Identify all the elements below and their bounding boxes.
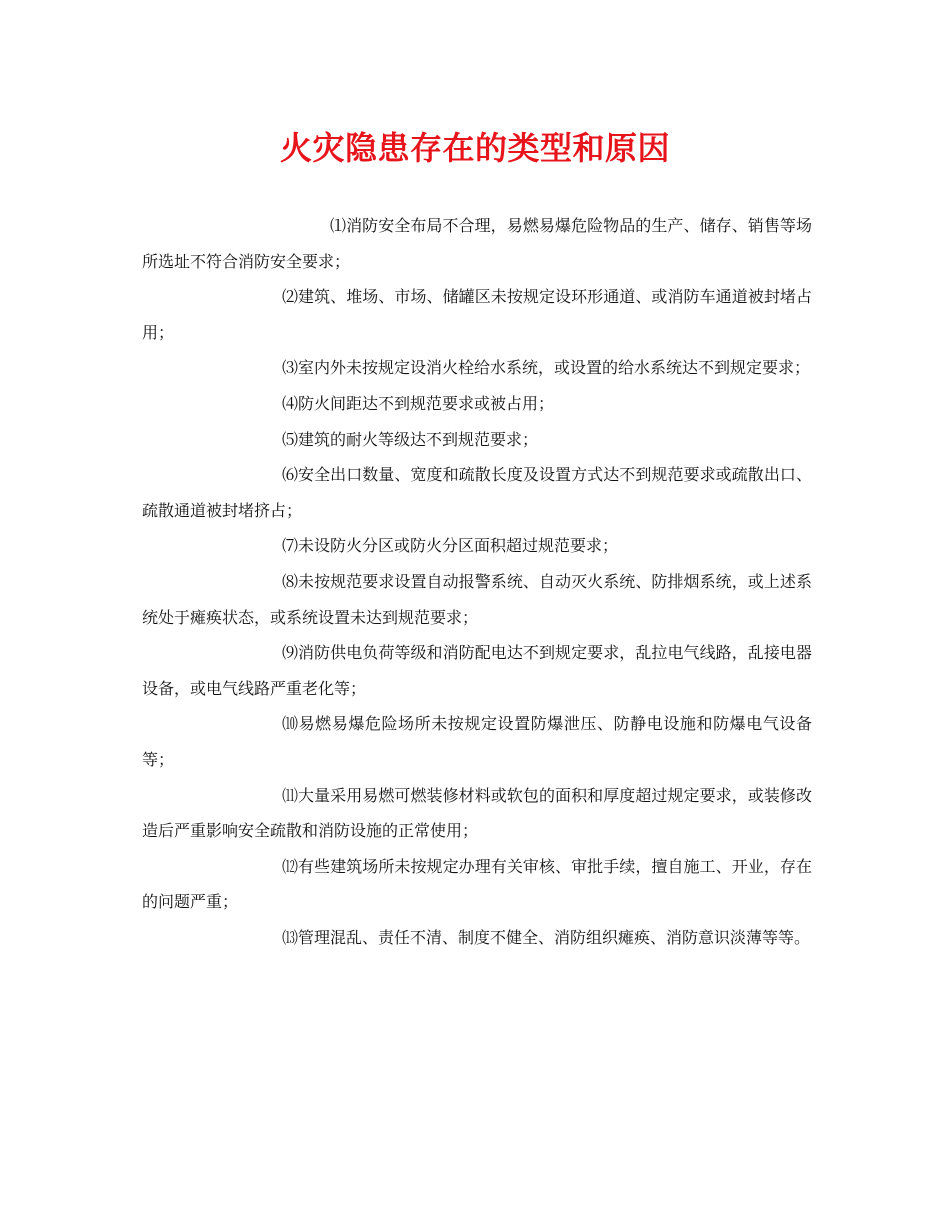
list-item-4: ⑷防火间距达不到规范要求或被占用； — [282, 393, 555, 413]
page-title: 火灾隐患存在的类型和原因 — [279, 129, 670, 167]
list-item-7: ⑺未设防火分区或防火分区面积超过规范要求； — [282, 536, 619, 556]
list-item-6: ⑹安全出口数量、宽度和疏散长度及设置方式达不到规范要求或疏散出口、疏散通道被封堵挤占； — [142, 465, 812, 520]
list-item-8: ⑻未按规范要求设置自动报警系统、自动灭火系统、防排烟系统，或上述系统处于瘫痪状态，或系统设置未达到规范要求； — [142, 571, 812, 627]
list-item-13: ⒀管理混乱、责任不清、制度不健全、消防组织瘫痪、消防意识淡薄等等。 — [282, 927, 811, 947]
list-item-9: ⑼消防供电负荷等级和消防配电达不到规定要求，乱拉电气线路，乱接电器设备，或电气线路严重老化等； — [142, 643, 812, 698]
list-item-2: ⑵建筑、堆场、市场、储罐区未按规定设环形通道、或消防车通道被封堵占用； — [142, 287, 812, 342]
list-item-1: ⑴消防安全布局不合理，易燃易爆危险物品的生产、储存、销售等场所选址不符合消防安全要求； — [142, 216, 812, 271]
list-item-12: ⑿有些建筑场所未按规定办理有关审核、审批手续，擅自施工、开业，存在的问题严重； — [142, 856, 812, 912]
list-item-5: ⑸建筑的耐火等级达不到规范要求； — [282, 429, 539, 449]
document-body — [142, 208, 812, 955]
list-item-3: ⑶室内外未按规定设消火栓给水系统，或设置的给水系统达不到规定要求； — [282, 358, 811, 378]
list-item-11: ⑾大量采用易燃可燃装修材料或软包的面积和厚度超过规定要求，或装修改造后严重影响安全疏散和消防设施的正常使用； — [142, 785, 812, 841]
list-item-10: ⑽易燃易爆危险场所未按规定设置防爆泄压、防静电设施和防爆电气设备等； — [142, 714, 812, 769]
